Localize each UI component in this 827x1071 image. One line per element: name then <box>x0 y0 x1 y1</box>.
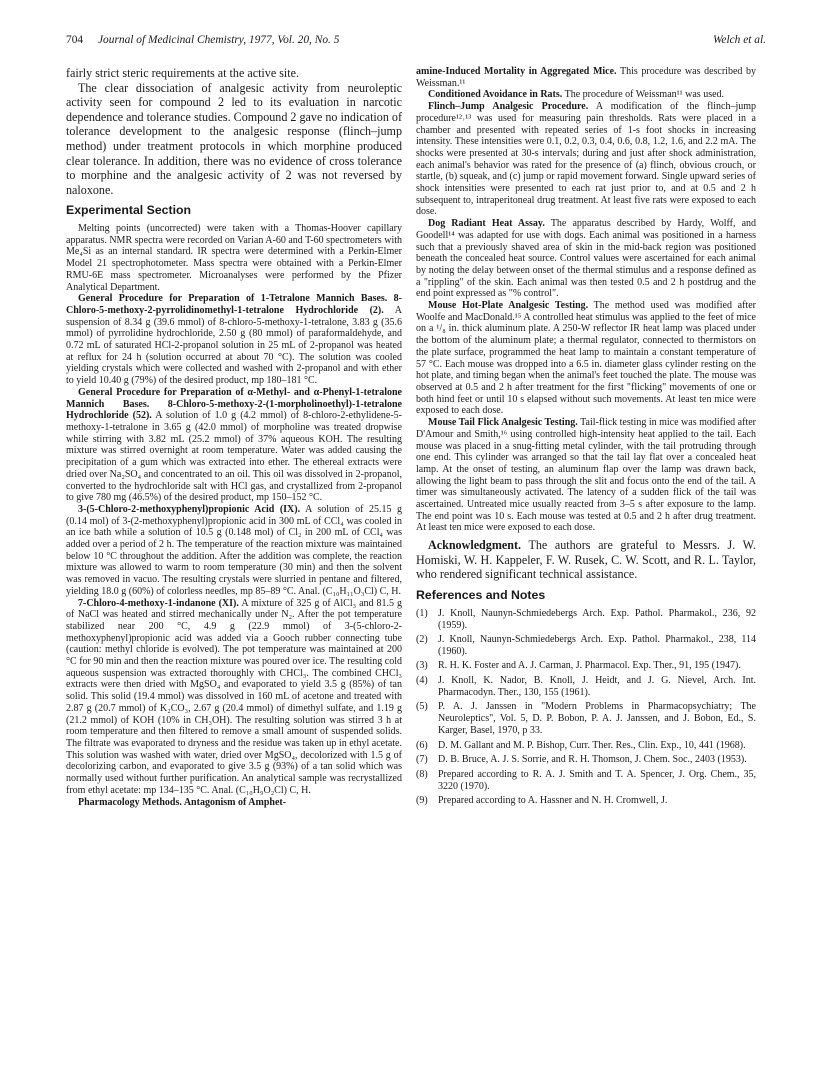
reference-number: (2) <box>416 634 428 646</box>
reference-text: R. H. K. Foster and A. J. Carman, J. Pharmacol. Exp. Ther., 91, 195 (1947). <box>438 660 741 672</box>
left-column <box>66 66 402 808</box>
procedure-paragraph <box>66 598 402 797</box>
page-number: 704 <box>66 34 84 46</box>
journal-citation: Journal of Medicinal Chemistry, 1977, Vol. 20, No. 5 <box>98 34 340 46</box>
pharmacology-paragraph-cont <box>416 66 756 89</box>
reference-text: D. M. Gallant and M. P. Bishop, Curr. Ther. Res., Clin. Exp., 10, 441 (1968). <box>438 739 746 751</box>
intro-paragraph-1: fairly strict steric requirements at the active site. <box>66 66 300 80</box>
reference-item <box>416 754 756 766</box>
method-heading: Mouse Hot-Plate Analgesic Testing. <box>428 300 589 312</box>
method-heading: Dog Radiant Heat Assay. <box>428 218 545 230</box>
procedure-text: A mixture of 325 g of AlCl₃ and 81.5 g of NaCl was heated and stirred mechanically under N₂. After the pot temperature stabilized near 200 °C, 4.9 g (22.9 mmol) of 3-(5-chloro-2-methoxyphenyl)propionic acid was added via a Gooch rubber connecting tube (caution: methyl chloride is evolved). The pot temperature was maintained at 200 °C for 90 min and then the reaction mixture was poured over ice. The resulting cold aqueous suspension was extracted thoroughly with CHCl₃. The combined CHCl₃ extracts were then dried with MgSO₄ and evaporated to yield 3.5 g (85%) of tan solid. This solid (19.4 mmol) was dissolved in 160 mL of acetone and treated with 2.87 g (20.7 mmol) of K₂CO₃, 2.67 g (20.4 mmol) of dimethyl sulfate, and 1.19 g (21.2 mmol) of KOH (10% in CH₃OH). The resulting solution was stirred 3 h at room temperature and then filtered to remove a small amount of suspended solids. The filtrate was evaporated to dryness and the residue was taken up in ethyl acetate. This solution was washed with water, dried over MgSO₄, decolorized with 1.5 g of decolorizing carbon, and evaporated to give 3.5 g (93%) of a tan solid which was normally used without further purification. An analytical sample was recrystallized from ethyl acetate: mp 134–135 °C. Anal. (C₁₀H₉O₂Cl) C, H. <box>66 597 402 796</box>
reference-item <box>416 608 756 632</box>
procedure-paragraph <box>66 387 402 504</box>
method-paragraph <box>416 89 756 101</box>
references-title: References and Notes <box>416 587 546 602</box>
method-heading: amine-Induced Mortality in Aggregated Mice. <box>416 66 617 77</box>
procedure-heading: 7-Chloro-4-methoxy-1-indanone (XI). <box>78 597 239 609</box>
references-list <box>416 608 756 807</box>
right-column <box>416 66 756 810</box>
pharmacology-heading: Pharmacology Methods. Antagonism of Amphet- <box>78 796 287 808</box>
acknowledgment-paragraph <box>416 538 756 582</box>
method-text: A modification of the flinch–jump procedure¹²˒¹³ was used for measuring pain thresholds. Rats were placed in a chamber and presented with repeated series of 1-s foot shocks in increasing intensity. These intensities were 0.1, 0.2, 0.3, 0.4, 0.6, 0.8, 1.2, 1.6, and 2.2 mA. The shocks were presented at 30-s intervals; during and just after shock administration, each animal's behavior was rated for the presence of (a) flinch, obvious crouch, or startle, (b) squeak, and (c) jump or rapid movement forward. Single upward series of shock intensities were presented to each rat just prior to, and at 0.5 and 2 h subsequent to, intraperitoneal drug treatment. At least five rats were exposed to each dose. <box>416 101 756 218</box>
method-paragraph <box>416 417 756 534</box>
experimental-section-title: Experimental Section <box>66 203 192 218</box>
experimental-general-paragraph: Melting points (uncorrected) were taken with a Thomas-Hoover capillary apparatus. NMR spectra were recorded on Varian A-60 and T-60 spectrometers with Me₄Si as an internal standard. IR spectra were determined with a Perkin-Elmer Model 21 spectrophotometer. Mass spectra were obtained with a Perkin-Elmer RMU-6E mass spectrometer. Microanalyses were performed by the Pfizer Analytical Department. <box>66 223 402 293</box>
reference-item <box>416 675 756 699</box>
method-paragraph <box>416 300 756 417</box>
reference-item <box>416 795 756 807</box>
running-authors: Welch et al. <box>712 34 766 46</box>
acknowledgment-text: The authors are grateful to Messrs. J. W. Homiski, W. H. Kappeler, F. W. Rusek, C. W. Scott, and R. L. Taylor, who rendered significant technical assistance. <box>416 538 756 582</box>
method-paragraph <box>416 218 756 300</box>
reference-text: J. Knoll, Naunyn-Schmiedebergs Arch. Exp. Pathol. Pharmakol., 236, 92 (1959). <box>438 607 756 631</box>
reference-number: (9) <box>416 795 428 807</box>
procedure-text: A solution of 1.0 g (4.2 mmol) of 8-chloro-2-ethylidene-5-methoxy-1-tetralone in 3.65 g (42.0 mmol) of morpholine was treated dropwise while stirring with 3.82 mL (25.2 mmol) of 37% aqueous KOH. The resulting mixture was stirred overnight at room temperature. Water was added causing the precipitation of a gum which was extracted into ether. The ethereal extracts were dried over Na₂SO₄ and concentrated to an oil. This oil was dissolved in 2-propanol, converted to the hydrochloride salt with HCl gas, and crystallized from 2-propanol to give 780 mg (46.5%) of the desired product, mp 150–152 °C. <box>66 410 402 504</box>
reference-text: J. Knoll, K. Nador, B. Knoll, J. Heidt, and J. G. Nievel, Arch. Int. Pharmacodyn. Ther., 130, 155 (1961). <box>438 674 756 698</box>
pharmacology-paragraph-start <box>66 797 402 809</box>
reference-text: Prepared according to R. A. J. Smith and T. A. Spencer, J. Org. Chem., 35, 3220 (1970). <box>438 768 756 792</box>
procedure-heading: General Procedure for Preparation of 1-Tetralone Mannich Bases. 8-Chloro-5-methoxy-2-pyrrolidinomethyl-1-tetralone Hydrochloride (2). <box>66 293 402 316</box>
method-heading: Mouse Tail Flick Analgesic Testing. <box>428 417 578 429</box>
method-text: The apparatus described by Hardy, Wolff, and Goodell¹⁴ was adapted for use with dogs. Each animal was positioned in a harness such that a previously shaved area of skin in the mid-back region was positioned beneath the concealed heat source. Control values were ascertained for each animal by noting the delay between onset of the thermal stimulus and a response defined as a "rippling" of the skin. Each animal was then tested 0.5 and 2 h postdrug and the end point expressed as "% control". <box>416 218 757 300</box>
acknowledgment-heading: Acknowledgment. <box>428 538 522 553</box>
procedure-paragraph <box>66 293 402 387</box>
reference-text: Prepared according to A. Hassner and N. H. Cromwell, J. <box>438 795 668 807</box>
reference-number: (6) <box>416 739 428 751</box>
reference-item <box>416 660 756 672</box>
reference-item <box>416 634 756 658</box>
procedure-heading: General Procedure for Preparation of α-Methyl- and α-Phenyl-1-tetralone Mannich Bases. 8-Chloro-5-methoxy-2-(1-morpholinoethyl)-1-tetralone Hydrochloride (52). <box>66 386 402 422</box>
reference-number: (3) <box>416 660 428 672</box>
reference-item <box>416 701 756 737</box>
reference-text: J. Knoll, Naunyn-Schmiedebergs Arch. Exp. Pathol. Pharmakol., 238, 114 (1960). <box>438 634 756 657</box>
page-header <box>66 34 766 50</box>
method-text: Tail-flick testing in mice was modified after D'Amour and Smith,¹⁶ using controlled high-intensity heat applied to the tail. Each mouse was placed in a snug-fitting metal cylinder, with the tail protruding through one end. This cylinder was arranged so that the tail lay flat over a concealed heat lamp. At the onset of testing, an aluminum flap over the lamp was drawn back, allowing the light beam to pass through the slit and focus onto the end of the tail. A timer was simultaneously activated. The latency of a sudden flick of the tail was ascertained. Untreated mice usually reacted from 3–5 s after exposure to the lamp. The end point was 10 s. Each mouse was tested at 0.5 and 2 h after drug treatment. At least ten mice were exposed to each dose. <box>416 417 757 534</box>
reference-text: D. B. Bruce, A. J. S. Sorrie, and R. H. Thomson, J. Chem. Soc., 2403 (1953). <box>438 754 747 766</box>
reference-number: (5) <box>416 701 428 713</box>
reference-item <box>416 740 756 752</box>
procedure-heading: 3-(5-Chloro-2-methoxyphenyl)propionic Acid (IX). <box>78 503 301 515</box>
reference-item <box>416 769 756 793</box>
reference-number: (4) <box>416 674 428 686</box>
intro-paragraph-2: The clear dissociation of analgesic activity from neuroleptic activity seen for compound 2 led to its evaluation in narcotic dependence and tolerance studies. Compound 2 gave no indication of tolerance development to the analgesic response (flinch–jump method) under treatment protocols in which morphine produced clear tolerance. In addition, there was no evidence of cross tolerance to morphine and the analgesic activity of 2 was not reversed by naloxone. <box>66 80 402 197</box>
method-paragraph <box>416 101 756 218</box>
procedure-paragraph <box>66 504 402 598</box>
reference-text: P. A. J. Janssen in "Modern Problems in Pharmacopsychiatry; The Neuroleptics", Vol. 5, D. P. Bobon, P. A. J. Janssen, and J. Bobon, Ed., S. Karger, Basel, 1970, p 33. <box>438 701 756 737</box>
method-text: The method used was modified after Woolfe and MacDonald.¹⁵ A controlled heat stimulus was applied to the feet of mice on a ¹/₈ in. thick aluminum plate. A 250-W reflector IR heat lamp was placed under the bottom of the aluminum plate; a thermal regulator, connected to thermistors on the plate surface, programmed the heat lamp to maintain a constant temperature of 57 °C. Each mouse was dropped into a 6.5 in. diameter glass cylinder resting on the hot plate, and timing began when the animal's feet touched the plate. The mouse was observed at 0.5 and 2 h after treatment for the first "flicking" movements of one or both hind feet or until 10 s elapsed without such movements. At least ten mice were exposed to each dose. <box>416 300 756 417</box>
method-text: This procedure was described by Weissman.¹¹ <box>416 66 756 89</box>
reference-number: (8) <box>416 768 428 780</box>
method-heading: Conditioned Avoidance in Rats. <box>428 89 563 101</box>
procedure-text: A solution of 25.15 g (0.14 mol) of 3-(2-methoxyphenyl)propionic acid in 300 mL of CCl₄ was cooled in an ice bath while a solution of 10.5 g (0.148 mol) of Cl₂ in 200 mL of CCl₄ was added over a period of 2 h. The temperature of the reaction mixture was maintained below 10 °C throughout the addition. After the addition was complete, the reaction mixture was allowed to warm to room temperature (30 min) and then the solvent was removed in vacuo. The resulting crystals were slurried in pentane and filtered, yielding 18.0 g (60%) of colorless needles, mp 85–89 °C. Anal. (C₁₀H₁₁O₃Cl) C, H. <box>66 503 402 597</box>
method-heading: Flinch–Jump Analgesic Procedure. <box>428 101 589 113</box>
method-text: The procedure of Weissman¹¹ was used. <box>564 89 725 101</box>
procedure-text: A suspension of 8.34 g (39.6 mmol) of 8-chloro-5-methoxy-1-tetralone, 3.83 g (35.6 mmol) of pyrrolidine hydrochloride, 2.50 g (80 mmol) of paraformaldehyde, and 0.72 mL of saturated HCl-2-propanol solution in 25 mL of 2-propanol was heated at reflux for 24 h (solution occurred at about 70 °C). The solution was cooled yielding crystals which were collected and washed with 2-propanol and with ether to yield 10.40 g (79%) of the desired product, mp 180–181 °C. <box>66 304 403 387</box>
reference-number: (1) <box>416 607 428 619</box>
reference-number: (7) <box>416 754 428 766</box>
